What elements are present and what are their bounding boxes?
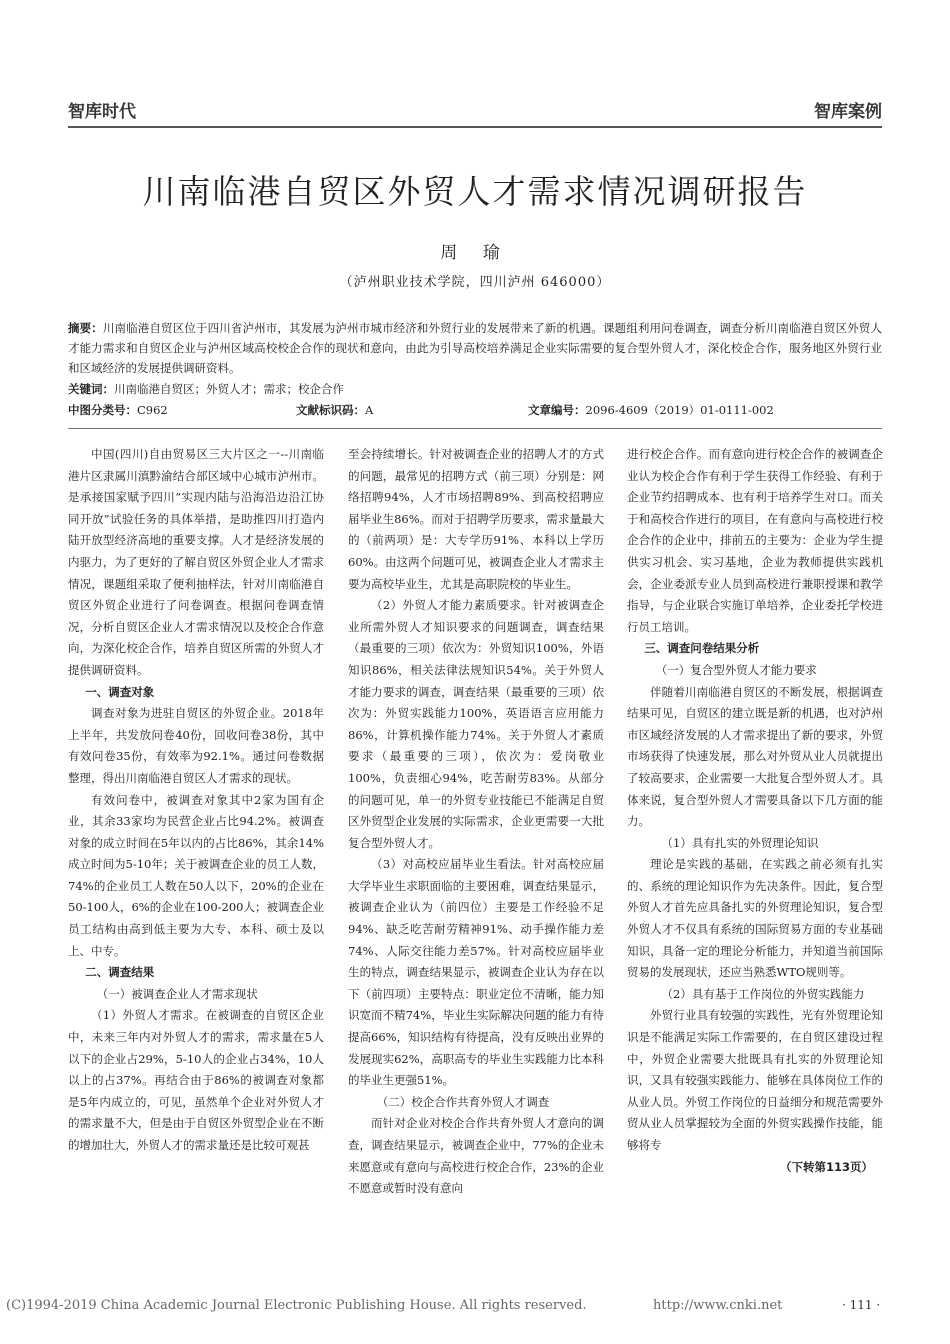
meta-rule: [68, 428, 882, 429]
keywords-label: 关键词：: [68, 382, 114, 396]
paragraph: 伴随着川南临港自贸区的不断发展，根据调查结果可见，自贸区的建立既是新的机遇，也对泸州市区域经济发展的人才需求提出了新的要求，外贸市场获得了快速发展，那么对外贸从业人员就提出了较高要求，企业需要一大批复合型外贸人才。具体来说，复合型外贸人才需要具备以下几方面的能力。: [627, 684, 883, 829]
clc-value: C962: [137, 403, 168, 417]
clc-number: [68, 402, 168, 418]
cnki-url[interactable]: http://www.cnki.net: [653, 1298, 783, 1313]
paragraph: 调查对象为进驻自贸区的外贸企业。2018年上半年，共发放问卷40份，回收问卷38份，其中有效问卷35份，有效率为92.1%。通过问卷数据整理，得出川南临港自贸区人才需求的现状。: [68, 706, 324, 785]
subsection-heading: （二）校企合作共育外贸人才调查: [376, 1094, 550, 1109]
abstract-label: 摘要：: [68, 321, 103, 335]
doc-label: 文献标识码：: [296, 403, 365, 417]
body-column-3: [627, 444, 883, 1178]
paragraph: 而针对企业对校企合作共育外贸人才意向的调查，调查结果显示，被调查企业中，77%的企业未来愿意或有意向与高校进行校企合作，23%的企业不愿意或暂时没有意向: [348, 1116, 604, 1196]
continued-note: （下转第113页）: [779, 1159, 873, 1174]
section-name: 智库案例: [814, 102, 882, 122]
journal-name: 智库时代: [68, 102, 136, 122]
paragraph: 外贸行业具有较强的实践性，光有外贸理论知识是不能满足实际工作需要的，在自贸区建设过程中，外贸企业需要大批既具有扎实的外贸理论知识，又具有较强实践能力、能够在具体岗位工作的从业人员。外贸工作岗位的日益细分和规范需要外贸从业人员掌握较为全面的外贸实践操作技能，能够将专: [627, 1008, 883, 1152]
doc-value: A: [365, 403, 374, 417]
section-heading: 三、调查问卷结果分析: [644, 641, 760, 656]
section-heading: 二、调查结果: [85, 965, 155, 980]
body-column-1: [68, 444, 324, 1157]
section-heading: 一、调查对象: [85, 684, 155, 699]
paragraph: 中国(四川)自由贸易区三大片区之一--川南临港片区隶属川滇黔渝结合部区域中心城市泸州市。是承接国家赋予四川“实现内陆与沿海沿边沿江协同开放”试验任务的具体举措，是助推四川打造内陆开放型经济高地的重要支撑。人才是经济发展的内驱力，为了更好的了解自贸区外贸企业人才需求情况，课题组采取了便利抽样法，针对川南临港自贸区外贸企业进行了问卷调查。根据问卷调查情况，分析自贸区企业人才需求情况以及校企合作意向，为深化校企合作，培养自贸区所需的外贸人才提供调研资料。: [68, 447, 324, 677]
subsection-heading: （一）被调查企业人才需求现状: [96, 986, 258, 1001]
article-title: 川南临港自贸区外贸人才需求情况调研报告: [142, 172, 808, 211]
affiliation: （泸州职业技术学院，四川泸州 646000）: [339, 275, 611, 290]
article-number: [528, 402, 774, 418]
header-rule: [68, 126, 882, 128]
subsection-heading: （一）复合型外贸人才能力要求: [655, 662, 817, 677]
copyright-notice: (C)1994-2019 China Academic Journal Electronic Publishing House. All rights reserved.: [6, 1298, 587, 1313]
abstract-text: 川南临港自贸区位于四川省泸州市，其发展为泸州市城市经济和外贸行业的发展带来了新的机遇。课题组利用问卷调查，调查分析川南临港自贸区外贸人才能力需求和自贸区企业与泸州区域高校校企合作的现状和意向，由此为引导高校培养满足企业实际需要的复合型外贸人才，深化校企合作，服务地区外贸行业和区域经济的发展提供调研资料。: [68, 321, 883, 375]
doc-code: [296, 402, 373, 418]
author: 周 瑜: [440, 243, 510, 263]
paragraph: 进行校企合作。而有意向进行校企合作的被调查企业认为校企合作有利于学生获得工作经验、有利于企业节约招聘成本、也有利于培养学生对口。而关于和高校合作进行的项目，在有意向与高校进行校企合作的企业中，排前五的主要为：企业为学生提供实习机会、实习基地，企业为教师提供实践机会，企业委派专业人员到高校进行兼职授课和教学指导，与企业联合实施订单培养，企业委托学校进行员工培训。: [627, 447, 883, 634]
clc-label: 中图分类号：: [68, 403, 137, 417]
paragraph: 有效问卷中，被调查对象其中2家为国有企业，其余33家均为民营企业占比94.2%。被调查对象的成立时间在5年以内的占比86%，其余14%成立时间为5-10年；关于被调查企业的员工人数，74%的企业员工人数在50人以下，20%的企业在50-100人，6%的企业在100-200人；被调查企业员工结构由高到低主要为大专、本科、硕士及以上、中专。: [68, 792, 324, 958]
paragraph: （3）对高校应届毕业生看法。针对高校应届大学毕业生求职面临的主要困难，调查结果显示，被调查企业认为（前四位）主要是工作经验不足94%、缺乏吃苦耐劳精神91%、动手操作能力差74%、人际交往能力差57%。针对高校应届毕业生的特点，调查结果显示，被调查企业认为存在以下（前四项）主要特点：职业定位不清晰，能力知识宽而不精74%，毕业生实际解决问题的能力有待提高66%，知识结构有待提高，没有反映出业界的发展现实62%，高职高专的毕业生实践能力比本科的毕业生更强51%。: [348, 857, 604, 1088]
art-label: 文章编号：: [528, 403, 586, 417]
paragraph: 至会持续增长。针对被调查企业的招聘人才的方式的问题，最常见的招聘方式（前三项）分别是：网络招聘94%，人才市场招聘89%、到高校招聘应届毕业生86%。而对于招聘学历要求，需求量最大的（前两项）是：大专学历91%、本科以上学历60%。由这两个问题可见，被调查企业人才需求主要为高校毕业生，尤其是高职院校的毕业生。: [348, 447, 604, 591]
paragraph: （1）外贸人才需求。在被调查的自贸区企业中，未来三年内对外贸人才的需求，需求量在5人以下的企业占29%，5-10人的企业占34%，10人以上的占37%。再结合由于86%的被调查对象都是5年内成立的，可见，虽然单个企业对外贸人才的需求量不大，但是由于自贸区外贸型企业在不断的增加壮大，外贸人才的需求量还是比较可观甚: [68, 1008, 324, 1152]
paragraph: （2）外贸人才能力素质要求。针对被调查企业所需外贸人才知识要求的问题调查，调查结果（最重要的三项）依次为：外贸知识100%，外语知识86%，相关法律法规知识54%。关于外贸人才能力要求的调查，调查结果（最重要的三项）依次为：外贸实践能力100%，英语语言应用能力86%，计算机操作能力74%。关于外贸人才素质要求（最重要的三项），依次为：爱岗敬业100%，负责细心94%，吃苦耐劳83%。从部分的问题可见，单一的外贸专业技能已不能满足自贸区外贸型企业发展的实际需求，企业更需要一大批复合型外贸人才。: [348, 598, 604, 850]
sub-subsection-heading: （2）具有基于工作岗位的外贸实践能力: [661, 986, 865, 1001]
keywords: [68, 381, 344, 397]
sub-subsection-heading: （1）具有扎实的外贸理论知识: [661, 835, 819, 850]
page-number: · 111 ·: [842, 1298, 881, 1312]
abstract: [68, 318, 882, 378]
art-value: 2096-4609（2019）01-0111-002: [585, 403, 774, 417]
keywords-text: 川南临港自贸区；外贸人才；需求；校企合作: [114, 382, 344, 396]
page-footer: [0, 1298, 950, 1320]
body-column-2: [348, 444, 604, 1200]
paragraph: 理论是实践的基础，在实践之前必须有扎实的、系统的理论知识作为先决条件。因此，复合型外贸人才首先应具备扎实的外贸理论知识，复合型外贸人才不仅具有系统的国际贸易方面的专业基础知识，具备一定的理论分析能力，并知道当前国际贸易的发展现状，还应当熟悉WTO规则等。: [627, 857, 883, 980]
